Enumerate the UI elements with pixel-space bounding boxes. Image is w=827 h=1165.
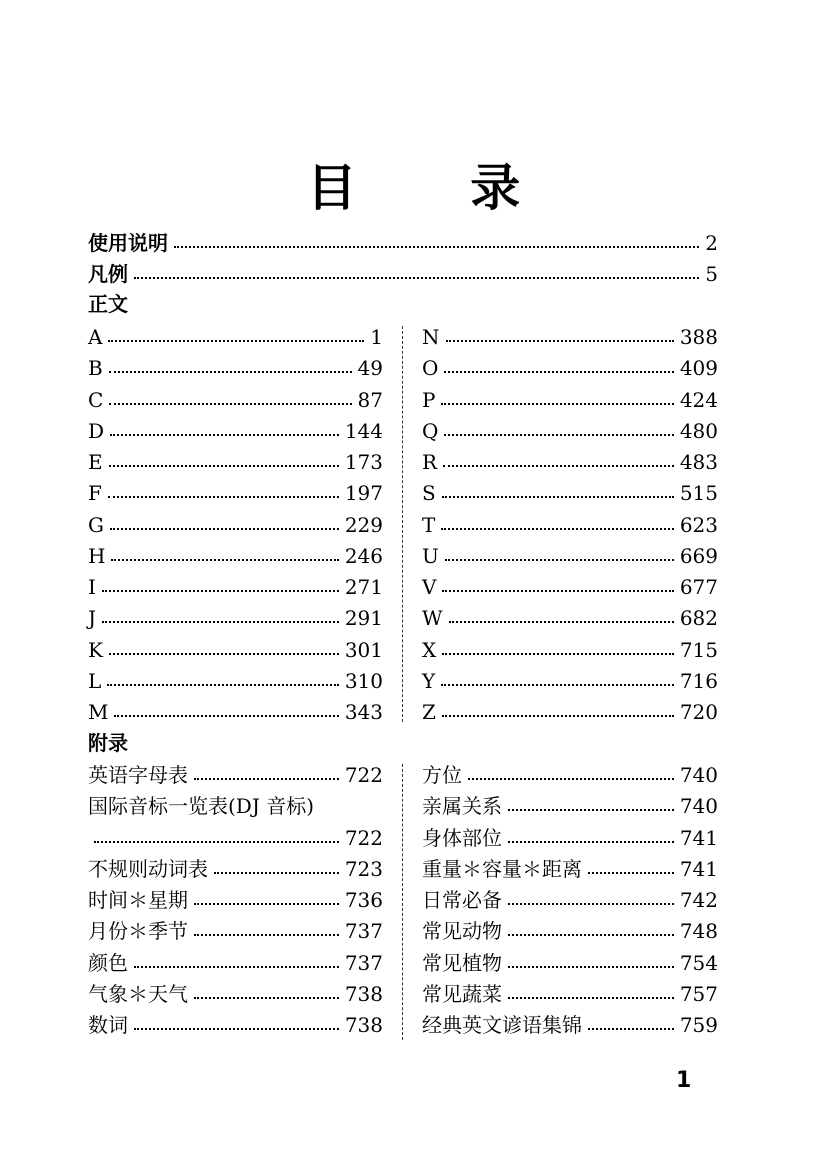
- toc-entry-label: 常见蔬菜: [422, 981, 502, 1006]
- toc-entry-page: 682: [679, 606, 718, 631]
- toc-entry-label: 常见动物: [422, 919, 502, 944]
- toc-entry-page: 301: [344, 637, 383, 662]
- toc-entry-page: 748: [679, 919, 718, 944]
- toc-entry[interactable]: [422, 354, 718, 382]
- dot-leader: [134, 277, 699, 279]
- toc-entry-page: 310: [344, 668, 383, 693]
- toc-entry-label: N: [422, 325, 440, 349]
- dot-leader: [114, 715, 338, 717]
- toc-entry-label: 国际音标一览表(DJ 音标): [88, 794, 315, 819]
- dot-leader: [442, 496, 674, 498]
- dot-leader: [446, 340, 674, 342]
- toc-entry-label: S: [422, 481, 436, 506]
- toc-entry[interactable]: [422, 636, 718, 664]
- column-divider: [402, 764, 403, 1040]
- dot-leader: [508, 966, 674, 968]
- toc-entry-page: 738: [344, 1013, 383, 1037]
- toc-entry-label: 重量＊容量＊距离: [422, 856, 582, 881]
- dot-leader: [508, 934, 674, 936]
- page-number: 1: [676, 1068, 692, 1093]
- page-title: 目 录: [306, 159, 569, 217]
- toc-entry-label: Z: [422, 700, 436, 724]
- toc-entry[interactable]: [88, 855, 383, 883]
- toc-entry-page: 5: [705, 262, 718, 287]
- toc-entry[interactable]: [88, 698, 383, 726]
- toc-entry-label: 使用说明: [88, 231, 168, 255]
- toc-entry[interactable]: [422, 417, 718, 445]
- toc-entry[interactable]: [88, 792, 383, 820]
- toc-entry-page: 737: [344, 950, 383, 975]
- toc-entry-label: 凡例: [88, 262, 128, 287]
- dot-leader: [134, 966, 339, 968]
- toc-entry-page: 49: [357, 356, 383, 381]
- dot-leader: [445, 559, 674, 561]
- toc-entry-label: Q: [422, 418, 439, 443]
- toc-entry[interactable]: [88, 573, 383, 601]
- toc-entry-label: M: [88, 700, 109, 724]
- toc-entry-page: 291: [344, 606, 383, 631]
- toc-entry-page: 723: [344, 856, 383, 881]
- toc-entry[interactable]: [88, 417, 383, 445]
- toc-entry[interactable]: [88, 824, 383, 852]
- toc-entry-page: 229: [344, 512, 383, 537]
- dot-leader: [108, 496, 339, 498]
- toc-entry-label: 气象＊天气: [88, 981, 188, 1006]
- toc-entry-label: 经典英文谚语集锦: [422, 1013, 582, 1037]
- toc-entry[interactable]: [422, 542, 718, 570]
- toc-entry[interactable]: [88, 636, 383, 664]
- dot-leader: [214, 872, 339, 874]
- toc-entry-page: 677: [679, 575, 718, 599]
- dot-leader: [109, 653, 339, 655]
- dot-leader: [194, 778, 339, 780]
- toc-entry-label: X: [422, 637, 437, 662]
- toc-entry-label: W: [422, 606, 443, 631]
- toc-entry-label: 不规则动词表: [88, 856, 208, 881]
- toc-entry-label: 亲属关系: [422, 794, 502, 819]
- dot-leader: [110, 528, 339, 530]
- toc-entry[interactable]: [88, 386, 383, 414]
- toc-entry-label: J: [88, 606, 97, 631]
- dot-leader: [508, 997, 674, 999]
- toc-entry-page: 483: [679, 450, 718, 474]
- dot-leader: [194, 997, 339, 999]
- dot-leader: [442, 590, 673, 592]
- toc-entry[interactable]: [422, 698, 718, 726]
- main-heading: 正文: [88, 292, 128, 316]
- toc-entry[interactable]: [422, 667, 718, 695]
- toc-entry-label: 月份＊季节: [88, 919, 188, 944]
- toc-entry-page: 623: [679, 512, 718, 537]
- toc-entry-page: 409: [679, 356, 718, 381]
- toc-entry-page: 740: [679, 763, 718, 787]
- toc-entry-page: 271: [344, 575, 383, 599]
- toc-entry[interactable]: [88, 354, 383, 382]
- toc-entry[interactable]: [88, 542, 383, 570]
- toc-entry-label: C: [88, 387, 104, 412]
- toc-entry[interactable]: [88, 604, 383, 632]
- toc-entry-page: 173: [344, 450, 383, 474]
- toc-entry-page: 759: [679, 1013, 718, 1037]
- toc-entry-label: P: [422, 387, 436, 412]
- toc-entry-page: 343: [344, 700, 383, 724]
- appendix-heading: 附录: [88, 731, 128, 755]
- toc-entry-label: Y: [422, 668, 436, 693]
- toc-entry[interactable]: [422, 386, 718, 414]
- toc-entry-page: 741: [679, 856, 718, 881]
- toc-entry-label: O: [422, 356, 439, 381]
- toc-entry-page: 722: [344, 763, 383, 787]
- toc-entry[interactable]: [422, 761, 718, 789]
- toc-entry[interactable]: [88, 667, 383, 695]
- toc-entry[interactable]: [422, 824, 718, 852]
- toc-entry-label: E: [88, 450, 103, 474]
- dot-leader: [443, 465, 674, 467]
- toc-entry[interactable]: [422, 886, 718, 914]
- dot-leader: [110, 434, 339, 436]
- dot-leader: [194, 934, 339, 936]
- toc-entry-label: H: [88, 543, 106, 568]
- dot-leader: [174, 246, 699, 248]
- toc-entry-label: 时间＊星期: [88, 888, 188, 912]
- dot-leader: [441, 528, 673, 530]
- dot-leader: [441, 684, 674, 686]
- toc-entry-page: 757: [679, 981, 718, 1006]
- toc-entry-page: 2: [705, 231, 718, 255]
- toc-entry-page: 720: [679, 700, 718, 724]
- toc-entry[interactable]: [88, 323, 383, 351]
- dot-leader: [109, 371, 352, 373]
- dot-leader: [588, 872, 674, 874]
- toc-entry-label: L: [88, 668, 102, 693]
- dot-leader: [508, 841, 674, 843]
- toc-entry-page: 716: [679, 668, 718, 693]
- toc-entry-page: 388: [679, 325, 718, 349]
- toc-entry-label: 方位: [422, 763, 462, 787]
- toc-entry[interactable]: [88, 917, 383, 945]
- toc-entry[interactable]: [422, 917, 718, 945]
- dot-leader: [108, 340, 364, 342]
- toc-entry[interactable]: [88, 761, 383, 789]
- toc-entry[interactable]: [88, 448, 383, 476]
- dot-leader: [444, 434, 673, 436]
- toc-entry-page: 144: [344, 418, 383, 443]
- toc-entry[interactable]: [422, 479, 718, 507]
- toc-entry-label: 数词: [88, 1013, 128, 1037]
- toc-entry-label: 英语字母表: [88, 763, 188, 787]
- toc-entry-page: 480: [679, 418, 718, 443]
- dot-leader: [94, 841, 339, 843]
- toc-entry-label: T: [422, 512, 436, 537]
- toc-entry-label: K: [88, 637, 103, 662]
- dot-leader: [109, 403, 351, 405]
- toc-entry-page: 738: [344, 981, 383, 1006]
- toc-entry-label: V: [422, 575, 437, 599]
- toc-entry[interactable]: [422, 949, 718, 977]
- toc-entry[interactable]: [422, 1011, 718, 1039]
- toc-entry[interactable]: [422, 855, 718, 883]
- toc-entry-label: G: [88, 512, 104, 537]
- dot-leader: [508, 809, 674, 811]
- toc-entry-page: 246: [344, 543, 383, 568]
- dot-leader: [444, 371, 673, 373]
- toc-entry[interactable]: [422, 573, 718, 601]
- toc-entry-label: I: [88, 575, 96, 599]
- toc-entry-label: B: [88, 356, 103, 381]
- dot-leader: [107, 684, 339, 686]
- dot-leader: [468, 778, 674, 780]
- toc-entry-page: 737: [344, 919, 383, 944]
- toc-entry-label: A: [88, 325, 103, 349]
- toc-entry-page: 715: [679, 637, 718, 662]
- toc-entry-page: 197: [344, 481, 383, 506]
- toc-entry-page: 722: [344, 825, 383, 850]
- toc-entry[interactable]: [422, 792, 718, 820]
- dot-leader: [449, 621, 674, 623]
- toc-entry-page: 515: [679, 481, 718, 506]
- toc-entry-page: 742: [679, 888, 718, 912]
- toc-entry[interactable]: [88, 229, 718, 257]
- toc-entry[interactable]: [422, 604, 718, 632]
- toc-entry-page: 87: [357, 387, 383, 412]
- toc-entry-label: 身体部位: [422, 825, 502, 850]
- toc-entry-label: U: [422, 543, 439, 568]
- toc-entry[interactable]: [422, 511, 718, 539]
- toc-entry[interactable]: [88, 511, 383, 539]
- toc-entry-page: 669: [679, 543, 718, 568]
- dot-leader: [111, 559, 338, 561]
- toc-entry-label: 常见植物: [422, 950, 502, 975]
- toc-entry-label: R: [422, 450, 438, 474]
- toc-entry[interactable]: [88, 260, 718, 288]
- toc-entry[interactable]: [88, 949, 383, 977]
- dot-leader: [109, 465, 339, 467]
- dot-leader: [508, 903, 674, 905]
- toc-entry[interactable]: [422, 323, 718, 351]
- toc-entry-label: D: [88, 418, 105, 443]
- toc-entry[interactable]: [88, 886, 383, 914]
- column-divider: [402, 326, 403, 722]
- toc-entry[interactable]: [88, 980, 383, 1008]
- dot-leader: [102, 590, 339, 592]
- toc-entry-label: F: [88, 481, 102, 506]
- dot-leader: [441, 403, 673, 405]
- dot-leader: [442, 653, 674, 655]
- toc-entry[interactable]: [422, 448, 718, 476]
- toc-entry[interactable]: [88, 1011, 383, 1039]
- toc-entry-page: 741: [679, 825, 718, 850]
- dot-leader: [102, 621, 339, 623]
- toc-entry-label: 颜色: [88, 950, 128, 975]
- dot-leader: [588, 1028, 674, 1030]
- dot-leader: [442, 715, 674, 717]
- toc-entry-label: 日常必备: [422, 888, 502, 912]
- toc-entry-page: 740: [679, 794, 718, 819]
- toc-entry-page: 754: [679, 950, 718, 975]
- toc-entry-page: 1: [370, 325, 383, 349]
- toc-entry[interactable]: [422, 980, 718, 1008]
- dot-leader: [194, 903, 339, 905]
- toc-entry[interactable]: [88, 479, 383, 507]
- dot-leader: [134, 1028, 339, 1030]
- toc-entry-page: 424: [679, 387, 718, 412]
- toc-entry-page: 736: [344, 888, 383, 912]
